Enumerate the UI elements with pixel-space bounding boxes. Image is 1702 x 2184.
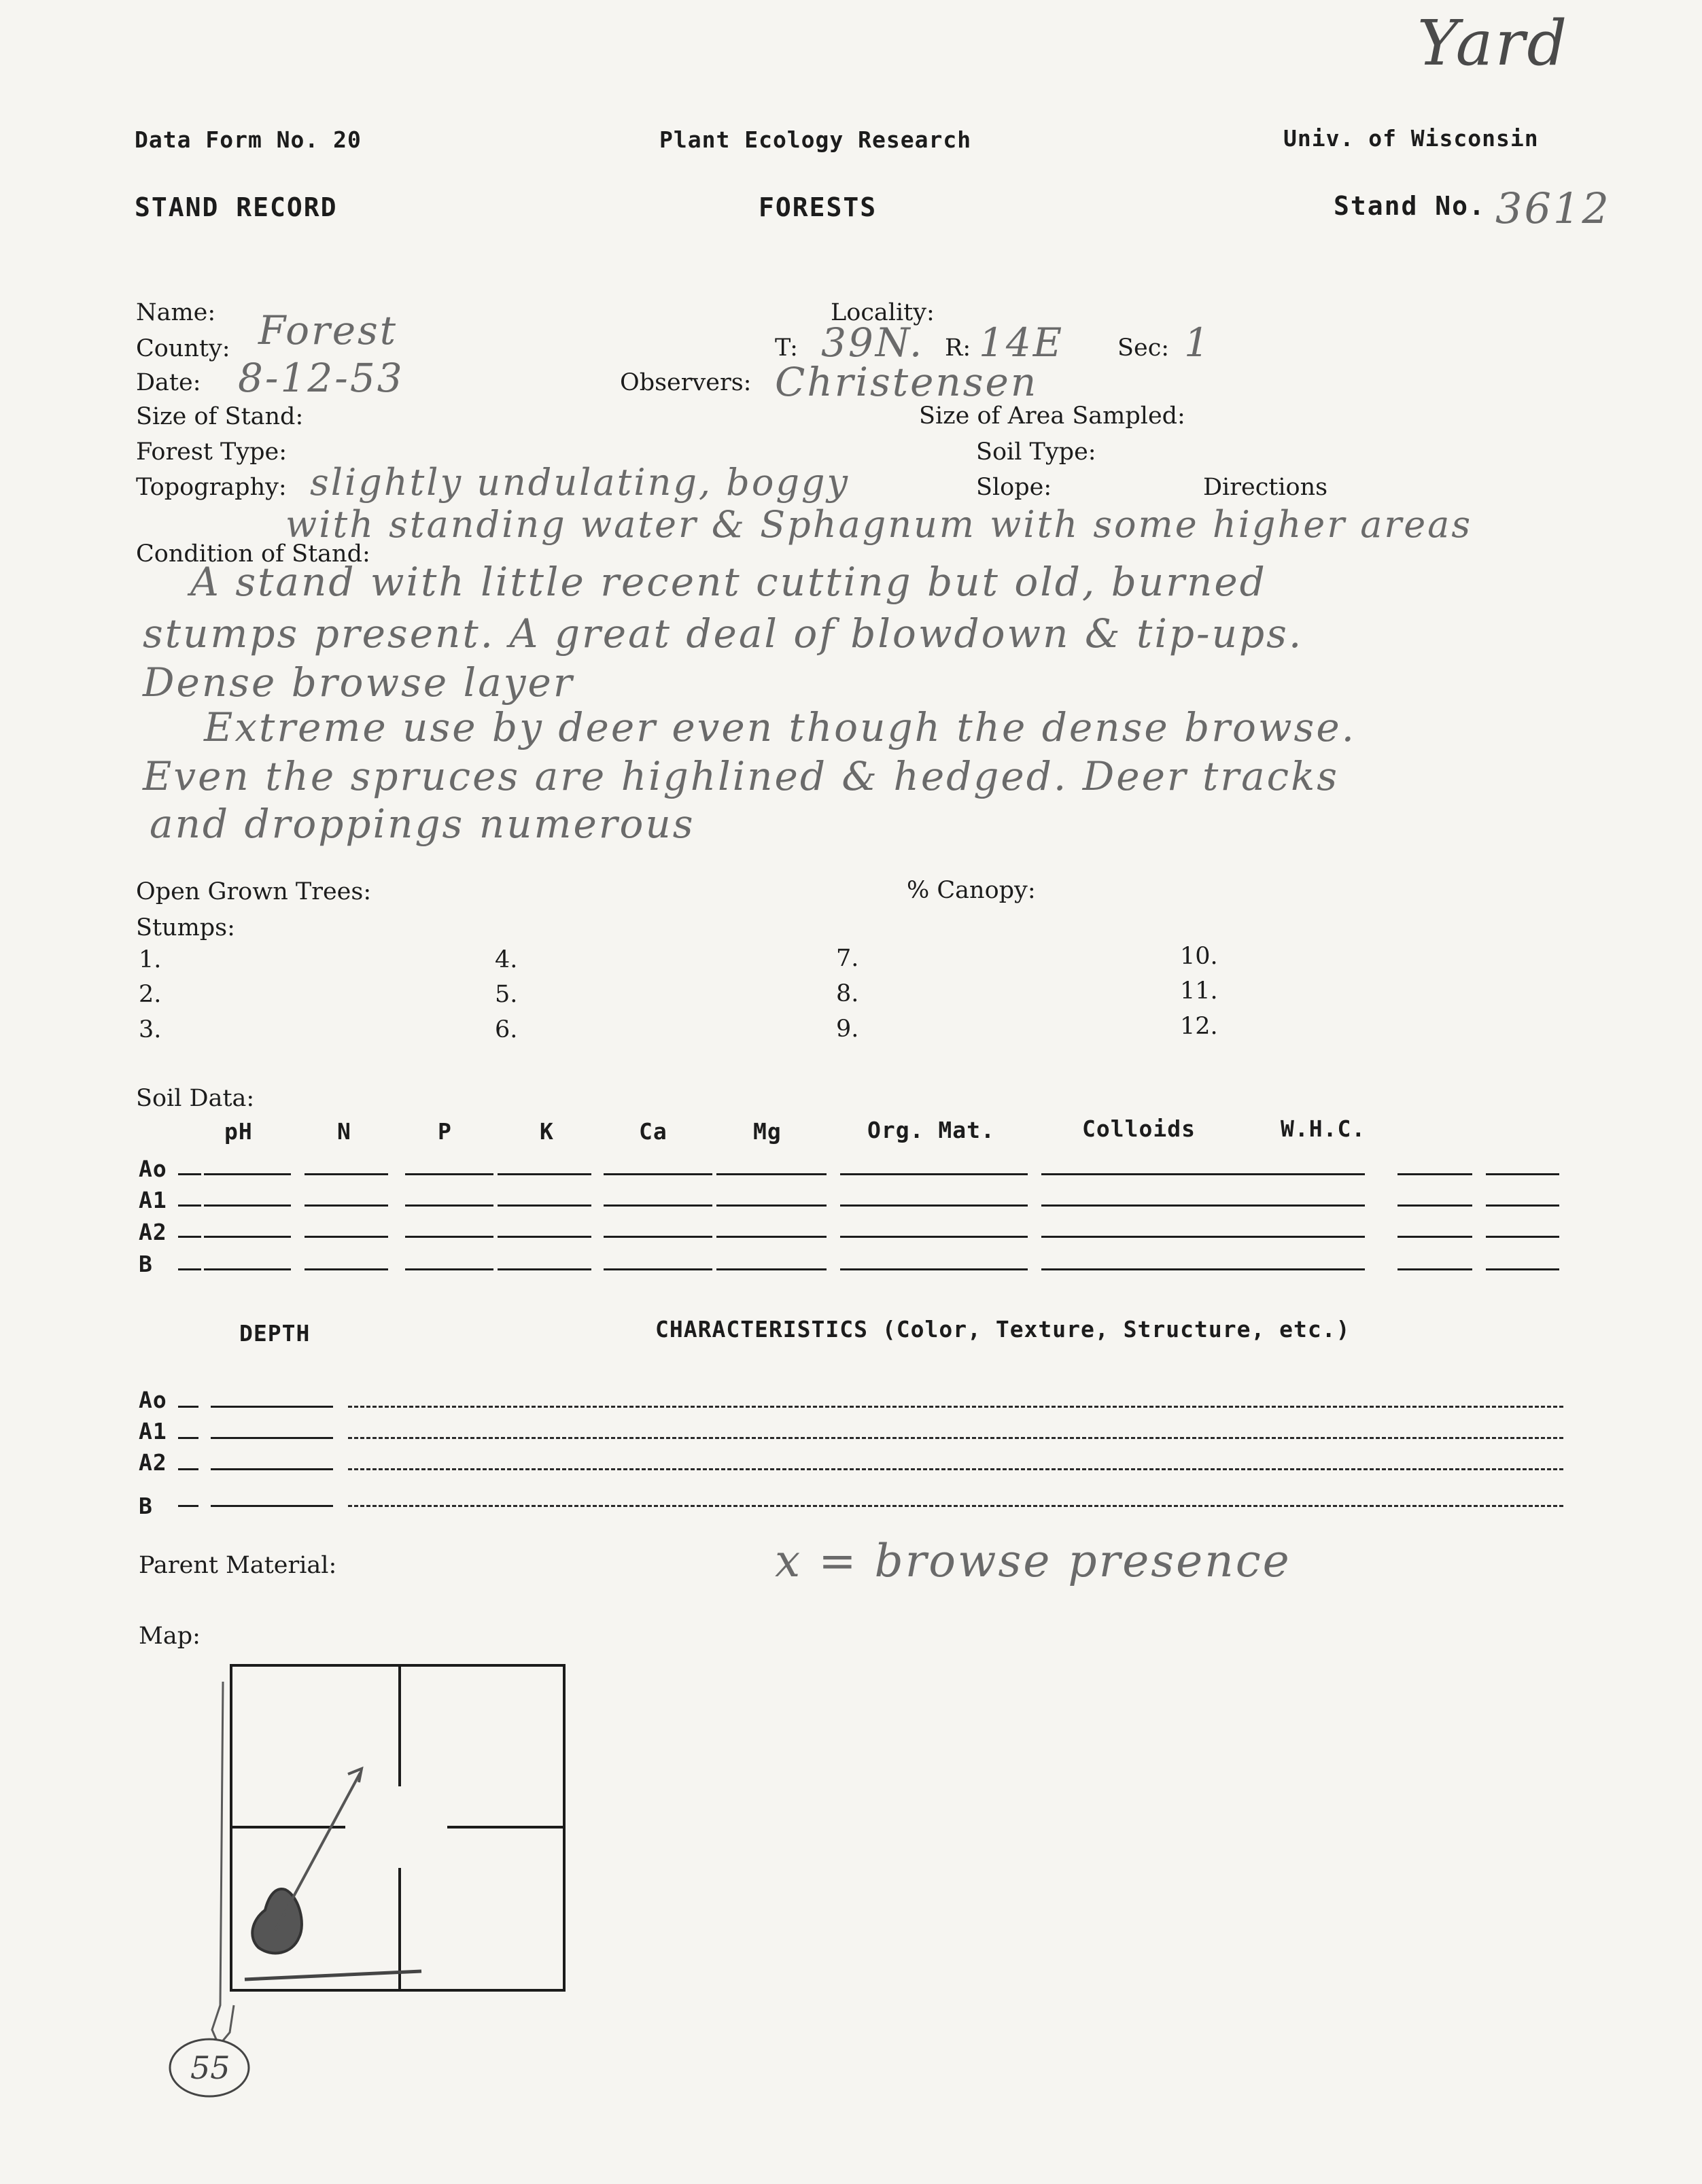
soil-blank-line <box>840 1204 1028 1207</box>
soil-col-colloids: Colloids <box>1082 1115 1196 1142</box>
soil-blank-line <box>604 1204 712 1207</box>
soil-blank-line <box>1041 1173 1247 1175</box>
depth-blank-line <box>211 1437 333 1439</box>
stump-number: 9. <box>836 1016 859 1043</box>
stump-number: 12. <box>1180 1013 1218 1040</box>
soil-blank-line <box>1397 1204 1472 1207</box>
r-label: R: <box>945 334 971 362</box>
browse-presence-note: x = browse presence <box>775 1535 1291 1587</box>
topography-value-cont: with standing water & Sphagnum with some higher areas <box>285 503 1473 546</box>
soil-blank-line <box>1397 1268 1472 1270</box>
stump-number: 2. <box>139 981 162 1008</box>
horizon-label: A1 <box>139 1418 167 1444</box>
topography-label: Topography: <box>136 474 287 501</box>
horizon-label: A2 <box>139 1449 167 1476</box>
corner-note: Yard <box>1417 7 1569 80</box>
topography-value: slightly undulating, boggy <box>310 461 850 504</box>
soil-blank-line <box>204 1236 291 1238</box>
characteristics-blank-line <box>348 1505 1563 1507</box>
soil-col-p: P <box>438 1118 452 1145</box>
directions-label: Directions <box>1203 474 1328 501</box>
map-center-gap <box>345 1786 447 1868</box>
t-label: T: <box>775 334 798 362</box>
county-value: Forest <box>258 307 398 353</box>
soil-blank-line <box>305 1204 388 1207</box>
soil-blank-line <box>305 1236 388 1238</box>
name-label: Name: <box>136 299 216 326</box>
soil-blank-line <box>204 1268 291 1270</box>
soil-blank-line <box>840 1173 1028 1175</box>
depth-blank-line <box>211 1468 333 1470</box>
size-of-stand-label: Size of Stand: <box>136 403 304 430</box>
form-type: FORESTS <box>759 192 878 222</box>
soil-blank-line <box>1243 1236 1365 1238</box>
forest-type-label: Forest Type: <box>136 438 288 466</box>
size-of-area-label: Size of Area Sampled: <box>919 402 1185 430</box>
soil-blank-line <box>204 1173 291 1175</box>
soil-blank-line <box>405 1173 493 1175</box>
soil-blank-line <box>604 1268 712 1270</box>
soil-col-k: K <box>540 1118 554 1145</box>
map-side-line <box>212 1682 223 2039</box>
horizon-label: Ao <box>139 1156 167 1182</box>
stump-number: 10. <box>1180 943 1218 970</box>
soil-blank-line <box>1397 1236 1472 1238</box>
condition-line-4: Extreme use by deer even though the dense browse. <box>204 704 1357 750</box>
stump-number: 5. <box>495 981 518 1008</box>
depth-blank-lead <box>178 1468 198 1470</box>
date-label: Date: <box>136 369 201 396</box>
stump-number: 3. <box>139 1016 162 1043</box>
condition-line-6: and droppings numerous <box>150 801 695 847</box>
soil-blank-line <box>1486 1204 1559 1207</box>
soil-blank-line <box>405 1268 493 1270</box>
stump-number: 1. <box>139 946 162 973</box>
horizon-label: Ao <box>139 1387 167 1413</box>
soil-blank-line <box>405 1204 493 1207</box>
organization: Plant Ecology Research <box>659 126 972 153</box>
condition-line-3: Dense browse layer <box>143 659 574 706</box>
soil-blank-line <box>1243 1173 1365 1175</box>
soil-blank-line <box>840 1236 1028 1238</box>
soil-blank-line <box>305 1173 388 1175</box>
soil-blank-line <box>1041 1268 1247 1270</box>
soil-blank-line <box>1041 1204 1247 1207</box>
soil-blank-line <box>305 1268 388 1270</box>
stand-map <box>150 1652 585 2168</box>
soil-type-label: Soil Type: <box>976 438 1096 466</box>
soil-data-label: Soil Data: <box>136 1085 255 1112</box>
soil-col-whc: W.H.C. <box>1281 1115 1366 1142</box>
soil-blank-line <box>498 1204 591 1207</box>
depth-blank-lead <box>178 1406 198 1408</box>
county-label: County: <box>136 335 230 362</box>
map-base-scribble <box>245 1971 421 1979</box>
soil-blank-lead <box>178 1204 201 1207</box>
soil-blank-line <box>1486 1268 1559 1270</box>
condition-line-2: stumps present. A great deal of blowdown & tip-ups. <box>143 610 1304 657</box>
soil-col-ca: Ca <box>639 1118 667 1145</box>
soil-blank-line <box>498 1173 591 1175</box>
soil-col-mg: Mg <box>753 1118 782 1145</box>
characteristics-blank-line <box>348 1437 1563 1439</box>
stump-number: 8. <box>836 980 859 1007</box>
r-value: 14E <box>979 319 1064 366</box>
soil-col-n: N <box>337 1118 351 1145</box>
soil-blank-line <box>1486 1236 1559 1238</box>
browse-blob <box>252 1889 302 1953</box>
characteristics-label: CHARACTERISTICS (Color, Texture, Structure, etc.) <box>655 1316 1351 1342</box>
record-title: STAND RECORD <box>135 192 338 222</box>
sec-label: Sec: <box>1117 334 1170 362</box>
depth-blank-lead <box>178 1437 198 1439</box>
stump-number: 4. <box>495 946 518 973</box>
soil-blank-line <box>405 1236 493 1238</box>
depth-label: DEPTH <box>239 1320 311 1347</box>
soil-blank-line <box>1486 1173 1559 1175</box>
locality-label: Locality: <box>831 299 935 326</box>
soil-blank-line <box>1041 1236 1247 1238</box>
stump-number: 7. <box>836 945 859 972</box>
horizon-label: B <box>139 1493 153 1519</box>
horizon-label: B <box>139 1251 153 1277</box>
stand-label: Stand No. <box>1334 191 1486 221</box>
depth-blank-line <box>211 1406 333 1408</box>
depth-blank-line <box>211 1505 333 1507</box>
soil-blank-line <box>716 1173 827 1175</box>
horizon-label: A2 <box>139 1219 167 1245</box>
soil-blank-lead <box>178 1268 201 1270</box>
form-number: Data Form No. 20 <box>135 126 362 153</box>
sec-value: 1 <box>1184 319 1211 366</box>
soil-blank-line <box>498 1236 591 1238</box>
soil-blank-lead <box>178 1236 201 1238</box>
soil-blank-line <box>1397 1173 1472 1175</box>
horizon-label: A1 <box>139 1187 167 1213</box>
canopy-label: % Canopy: <box>907 877 1036 904</box>
slope-label: Slope: <box>976 474 1052 501</box>
university: Univ. of Wisconsin <box>1283 125 1539 152</box>
condition-label: Condition of Stand: <box>136 540 370 568</box>
soil-blank-lead <box>178 1173 201 1175</box>
map-side-line <box>223 2005 234 2041</box>
soil-blank-line <box>604 1236 712 1238</box>
t-value: 39N. <box>821 319 924 366</box>
stump-number: 11. <box>1180 977 1218 1005</box>
soil-blank-line <box>604 1173 712 1175</box>
date-value: 8-12-53 <box>238 355 404 401</box>
soil-col-org-mat: Org. Mat. <box>867 1117 995 1143</box>
characteristics-blank-line <box>348 1406 1563 1408</box>
soil-blank-line <box>716 1204 827 1207</box>
stand-number: 3612 <box>1495 184 1611 233</box>
depth-blank-lead <box>178 1505 198 1507</box>
condition-line-1: A stand with little recent cutting but old, burned <box>190 559 1267 605</box>
map-label: Map: <box>139 1623 201 1650</box>
parent-material-label: Parent Material: <box>139 1552 337 1579</box>
observers-label: Observers: <box>620 369 752 396</box>
open-grown-trees-label: Open Grown Trees: <box>136 878 372 905</box>
circled-number: 55 <box>190 2049 230 2086</box>
soil-blank-line <box>840 1268 1028 1270</box>
soil-blank-line <box>498 1268 591 1270</box>
characteristics-blank-line <box>348 1468 1563 1470</box>
observers-value: Christensen <box>775 359 1039 405</box>
stump-number: 6. <box>495 1016 518 1043</box>
condition-line-5: Even the spruces are highlined & hedged. Deer tracks <box>143 753 1340 799</box>
soil-col-ph: pH <box>224 1118 253 1145</box>
soil-blank-line <box>1243 1204 1365 1207</box>
soil-blank-line <box>1243 1268 1365 1270</box>
soil-blank-line <box>204 1204 291 1207</box>
soil-blank-line <box>716 1268 827 1270</box>
soil-blank-line <box>716 1236 827 1238</box>
stumps-label: Stumps: <box>136 914 235 941</box>
